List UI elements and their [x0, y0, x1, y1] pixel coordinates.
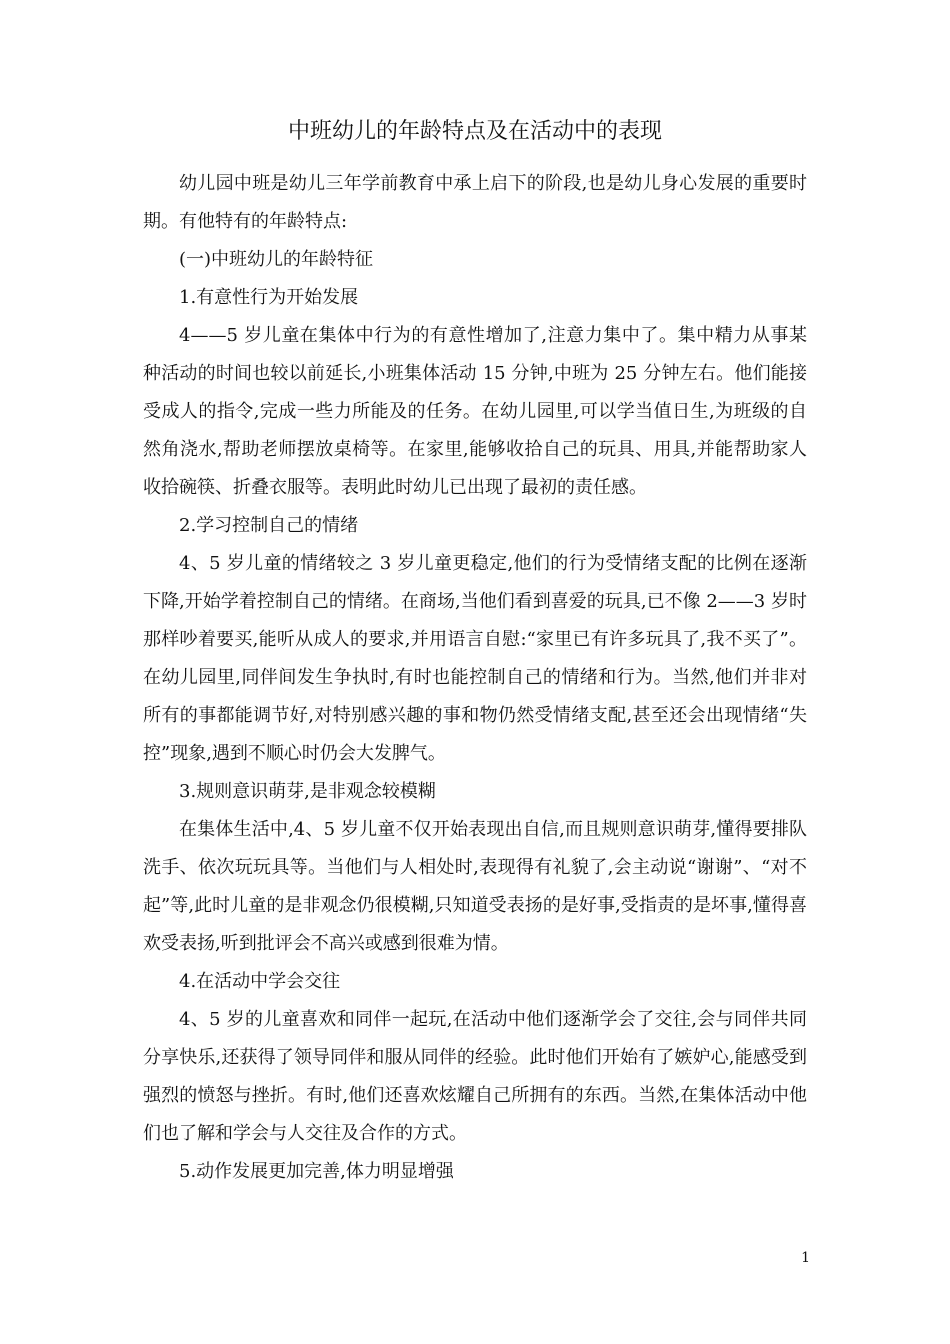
section-heading: (一)中班幼儿的年龄特征: [179, 249, 374, 270]
paragraph-intro: 幼儿园中班是幼儿三年学前教育中承上启下的阶段,也是幼儿身心发展的重要时期。有他特有的年龄特点:: [143, 173, 807, 232]
paragraph-4: 4、5 岁的儿童喜欢和同伴一起玩,在活动中他们逐渐学会了交往,会与同伴共同分享快乐,还获得了领导同伴和服从同伴的经验。此时他们开始有了嫉妒心,能感受到强烈的愤怒与挫折。有时,他们还喜欢炫耀自己所拥有的东西。当然,在集体活动中他们也了解和学会与人交往及合作的方式。: [143, 1009, 807, 1144]
paragraph-1: 4——5 岁儿童在集体中行为的有意性增加了,注意力集中了。集中精力从事某种活动的时间也较以前延长,小班集体活动 15 分钟,中班为 25 分钟左右。他们能接受成人的指令,完成一些力所能及的任务。在幼儿园里,可以学当值日生,为班级的自然角浇水,帮助老师摆放桌椅等。在家里,能够收拾自己的玩具、用具,并能帮助家人收拾碗筷、折叠衣服等。表明此时幼儿已出现了最初的责任感。: [143, 325, 807, 498]
paragraph-3: 在集体生活中,4、5 岁儿童不仅开始表现出自信,而且规则意识萌芽,懂得要排队洗手、依次玩玩具等。当他们与人相处时,表现得有礼貌了,会主动说“谢谢”、“对不起”等,此时儿童的是非观念仍很模糊,只知道受表扬的是好事,受指责的是坏事,懂得喜欢受表扬,听到批评会不高兴或感到很难为情。: [143, 819, 807, 954]
subheading-3: 3.规则意识萌芽,是非观念较模糊: [179, 781, 436, 802]
document-title: 中班幼儿的年龄特点及在活动中的表现: [287, 119, 662, 144]
subheading-1: 1.有意性行为开始发展: [179, 287, 359, 308]
page-number: 1: [801, 1250, 810, 1266]
subheading-5: 5.动作发展更加完善,体力明显增强: [179, 1161, 454, 1182]
subheading-2: 2.学习控制自己的情绪: [179, 515, 359, 536]
paragraph-2: 4、5 岁儿童的情绪较之 3 岁儿童更稳定,他们的行为受情绪支配的比例在逐渐下降,开始学着控制自己的情绪。在商场,当他们看到喜爱的玩具,已不像 2——3 岁时那样吵着要买,能听从成人的要求,并用语言自慰:“家里已有许多玩具了,我不买了”。在幼儿园里,同伴间发生争执时,有时也能控制自己的情绪和行为。当然,他们并非对所有的事都能调节好,对特别感兴趣的事和物仍然受情绪支配,甚至还会出现情绪“失控”现象,遇到不顺心时仍会大发脾气。: [143, 553, 807, 764]
document-body: [143, 165, 807, 1191]
subheading-4: 4.在活动中学会交往: [179, 971, 341, 992]
